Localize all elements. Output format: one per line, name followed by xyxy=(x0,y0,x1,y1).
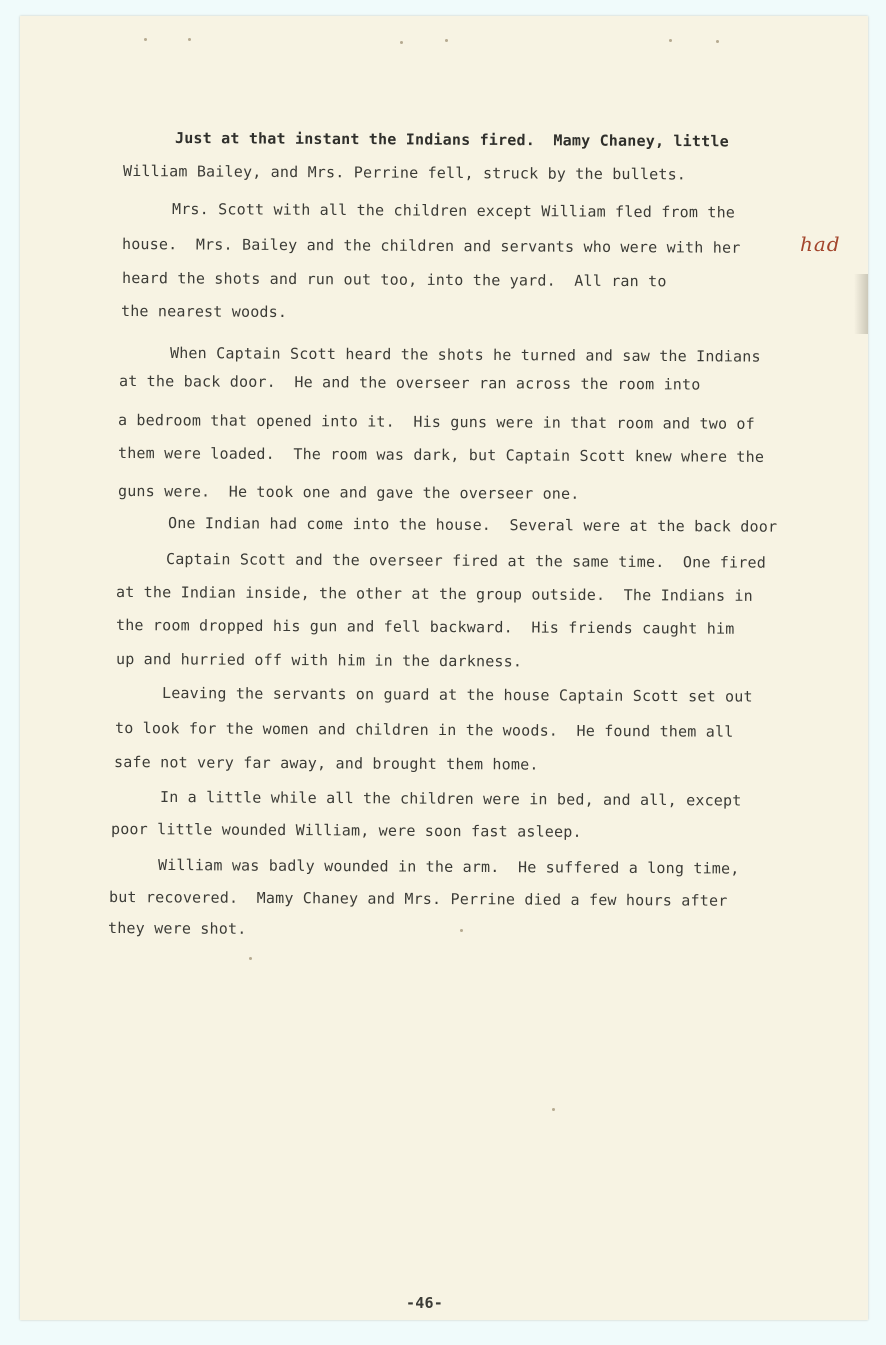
text-line: One Indian had come into the house. Several were at the back door xyxy=(167,514,778,536)
text-line: them were loaded. The room was dark, but Captain Scott knew where the xyxy=(117,444,765,466)
paper-speck xyxy=(400,41,403,44)
handwritten-correction: had xyxy=(800,232,841,256)
text-line: guns were. He took one and gave the overseer one. xyxy=(117,482,580,503)
page-number: -46- xyxy=(406,1294,443,1312)
text-line: up and hurried off with him in the darkness. xyxy=(115,650,523,671)
page-edge-shadow xyxy=(854,274,868,334)
text-line: When Captain Scott heard the shots he turned and saw the Indians xyxy=(169,344,761,366)
text-line: heard the shots and run out too, into the yard. All ran to xyxy=(121,269,667,291)
text-line: Captain Scott and the overseer fired at the same time. One fired xyxy=(165,550,767,572)
text-line: William was badly wounded in the arm. He suffered a long time, xyxy=(157,856,740,878)
paper-speck xyxy=(249,957,252,960)
paper-speck xyxy=(144,38,147,41)
paper-speck xyxy=(552,1108,555,1111)
text-line: to look for the women and children in the woods. He found them all xyxy=(114,719,734,741)
text-line: In a little while all the children were in bed, and all, except xyxy=(159,788,742,810)
text-line: William Bailey, and Mrs. Perrine fell, struck by the bullets. xyxy=(122,162,687,184)
text-line: but recovered. Mamy Chaney and Mrs. Perrine died a few hours after xyxy=(108,888,728,910)
text-line: they were shot. xyxy=(107,919,247,938)
paper-speck xyxy=(460,929,463,932)
text-line: Just at that instant the Indians fired. Mamy Chaney, little xyxy=(174,129,729,151)
text-line: Mrs. Scott with all the children except William fled from the xyxy=(171,200,736,222)
text-line: Leaving the servants on guard at the house Captain Scott set out xyxy=(161,684,753,706)
text-line: the nearest woods. xyxy=(120,302,288,322)
paper-speck xyxy=(445,39,448,42)
text-line: safe not very far away, and brought them home. xyxy=(113,753,539,774)
paper-speck xyxy=(188,38,191,41)
text-line: at the back door. He and the overseer ran across the room into xyxy=(118,372,701,394)
text-line: house. Mrs. Bailey and the children and servants who were with her xyxy=(121,235,741,257)
paper-speck xyxy=(716,40,719,43)
text-line: at the Indian inside, the other at the group outside. The Indians in xyxy=(115,583,753,605)
typed-page xyxy=(20,16,868,1320)
text-line: poor little wounded William, were soon fast asleep. xyxy=(110,820,582,841)
text-line: a bedroom that opened into it. His guns were in that room and two of xyxy=(117,411,755,433)
paper-speck xyxy=(669,39,672,42)
text-line: the room dropped his gun and fell backward. His friends caught him xyxy=(115,616,735,638)
